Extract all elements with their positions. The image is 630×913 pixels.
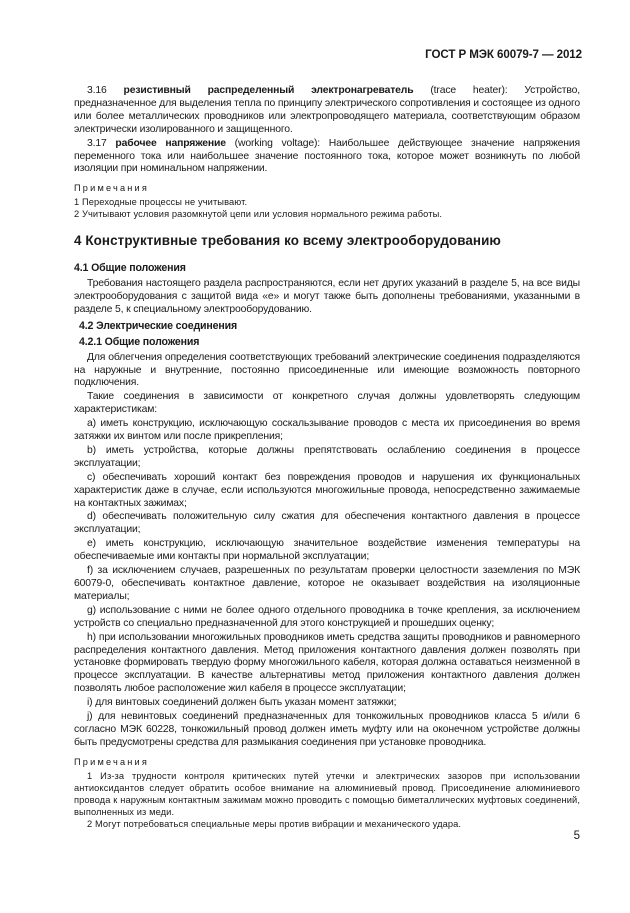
note-item: 2 Учитывают условия разомкнутой цепи или условия нормального режима работы.: [74, 209, 443, 220]
document-code-header: ГОСТ Р МЭК 60079-7 — 2012: [425, 48, 582, 61]
note-item: 1 Из-за трудности контроля критических путей утечки и электрических зазоров при использовании антиоксидантов следует обратить особое внимание на алюминиевый провод. Присоединение алюминиевого провода к наружным контактным зажимам можно проводить с помощью биметаллических муфтовых соединений, выполненных из меди.: [74, 770, 580, 817]
subsection-heading: 4.2.1 Общие положения: [79, 335, 200, 348]
list-item-d: d) обеспечивать положительную силу сжатия для обеспечения контактного давления в процессе эксплуатации;: [74, 511, 580, 536]
paragraph: Требования настоящего раздела распространяются, если нет других указаний в разделе 5, на все виды электрооборудования с защитой вида «е» и могут также быть дополнены требованиями, указанными в разделе 5, к специальному электрооборудованию.: [74, 278, 580, 315]
subsection-heading: 4.1 Общие положения: [74, 262, 186, 275]
list-item-e: e) иметь конструкцию, исключающую значительное воздействие изменения температуры на обеспечиваемые ими контакты при нормальной эксплуатации;: [74, 538, 580, 563]
notes-heading: Примечания: [74, 183, 150, 194]
section-heading: 4 Конструктивные требования ко всему электрооборудованию: [74, 233, 501, 249]
list-item-i: i) для винтовых соединений должен быть указан момент затяжки;: [87, 697, 397, 709]
def-text: (trace heater): Устройство, предназначенное для выделения тепла по принципу электрического сопротивления и состоящее из одного или более металлических проводников или электропроводящего материала, соответствующим образом электрически изолированного и защищенного.: [74, 85, 580, 135]
definition-3-17: [74, 138, 580, 177]
paragraph: Такие соединения в зависимости от конкретного случая должны удовлетворять следующим характеристикам:: [74, 391, 580, 416]
list-item-b: b) иметь устройства, которые должны препятствовать ослаблению соединения в процессе эксплуатации;: [74, 444, 580, 469]
page-number: 5: [573, 830, 580, 842]
definition-3-16: [74, 85, 580, 137]
def-term: рабочее напряжение: [115, 137, 226, 149]
list-item-h: h) при использовании многожильных проводников иметь средства защиты проводников и равномерного распределения контактного давления. Метод приложения контактного давления должен позволять при установке формировать твердую форму многожильного кабеля, которая должна оставаться неизменной в процессе эксплуатации. В качестве альтернативы метод приложения контактного давления должен позволять любое расположение жил кабеля в процессе эксплуатации;: [74, 631, 580, 695]
list-item-c: c) обеспечивать хороший контакт без повреждения проводов и нарушения их функциональных характеристик даже в случае, если используются многожильные провода, непосредственно зажимаемые на контактных зажимах;: [74, 471, 580, 509]
def-number: 3.17: [87, 137, 107, 149]
paragraph: Для облегчения определения соответствующих требований электрические соединения подразделяются на наружные и внутренние, постоянно присоединенные или имеющие возможность повторного подключения.: [74, 351, 580, 389]
subsection-heading: 4.2 Электрические соединения: [79, 319, 238, 332]
list-item-j: j) для невинтовых соединений предназначенных для тонкожильных проводников класса 5 и/или 6 согласно МЭК 60228, тонкожильный провод должен иметь муфту или на оконечном устройстве должны быть предусмотрены средства для размыкания соединения при установке проводника.: [74, 711, 580, 748]
def-term: резистивный распределенный электронагреватель: [123, 85, 414, 96]
note-item: 2 Могут потребоваться специальные меры против вибрации и механического удара.: [87, 818, 462, 829]
note-item: 1 Переходные процессы не учитывают.: [74, 197, 248, 208]
page-content: [74, 85, 580, 830]
def-text: (working voltage): Наибольшее действующее значение напряжения переменного тока или наибольшее значение постоянного тока, которое может возникнуть по любой изоляции при номинальном напряжении.: [74, 137, 580, 175]
list-item-a: a) иметь конструкцию, исключающую соскальзывание проводов с места их присоединения во время затяжки их винтом или после прикрепления;: [74, 418, 580, 443]
list-item-g: g) использование с ними не более одного отдельного проводника в точке крепления, за исключением устройств со специально предназначенной для этого конструкцией и прошедших оценку;: [74, 604, 580, 629]
def-number: 3.16: [87, 85, 107, 96]
notes-heading: Примечания: [74, 756, 150, 767]
list-item-f: f) за исключением случаев, разрешенных по результатам проверки целостности заземления по МЭК 60079-0, обеспечивать контактное давление, которое не оказывает воздействия на изоляционные материалы;: [74, 565, 580, 602]
